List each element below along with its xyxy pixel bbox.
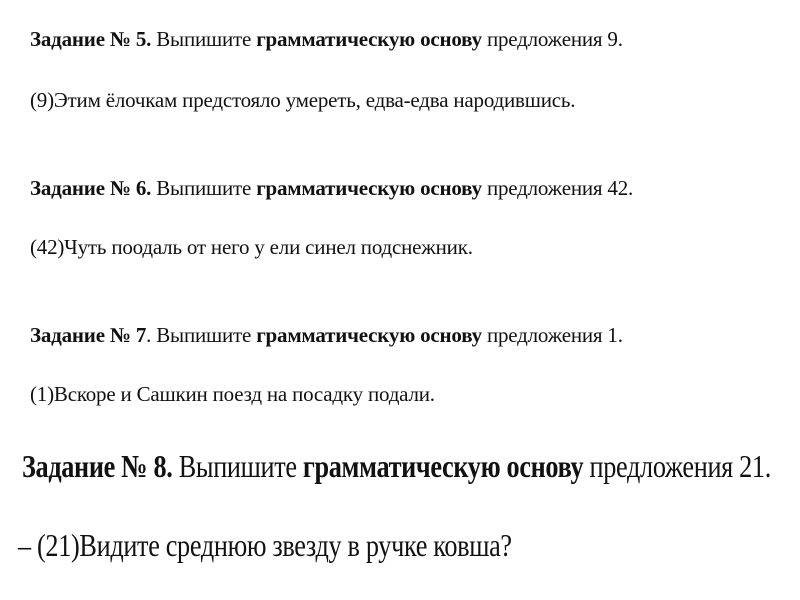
task-8-instruction-pre: Выпишите <box>172 448 303 484</box>
task-5-sentence: (9)Этим ёлочкам предстояло умереть, едва-едва народившись. <box>30 88 576 112</box>
task-6-heading <box>30 176 633 201</box>
task-8-heading <box>22 448 771 485</box>
task-7-instruction-post: предложения 1. <box>481 323 623 347</box>
task-5-label: Задание № 5. <box>30 27 152 51</box>
task-7-sentence: (1)Вскоре и Сашкин поезд на посадку подали. <box>30 382 435 406</box>
task-7-instruction-bold: грамматическую основу <box>256 323 482 347</box>
task-6-instruction-post: предложения 42. <box>481 176 634 200</box>
task-5-heading <box>30 27 623 52</box>
task-6-label: Задание № 6. <box>30 176 152 200</box>
task-6-instruction-bold: грамматическую основу <box>256 176 482 200</box>
task-7-instruction-pre: . Выпишите <box>146 323 257 347</box>
task-7-label: Задание № 7 <box>30 323 147 347</box>
task-8-instruction-post: предложения 21. <box>583 448 771 484</box>
task-8-label: Задание № 8. <box>22 448 173 484</box>
task-5-instruction-post: предложения 9. <box>481 27 623 51</box>
task-7-heading <box>30 323 623 348</box>
task-6-sentence: (42)Чуть поодаль от него у ели синел подснежник. <box>30 235 473 259</box>
task-5-instruction-bold: грамматическую основу <box>256 27 482 51</box>
task-8-instruction-bold: грамматическую основу <box>302 448 584 484</box>
task-6-instruction-pre: Выпишите <box>151 176 257 200</box>
task-8-sentence: – (21)Видите среднюю звезду в ручке ковша? <box>18 527 512 563</box>
task-5-instruction-pre: Выпишите <box>151 27 257 51</box>
